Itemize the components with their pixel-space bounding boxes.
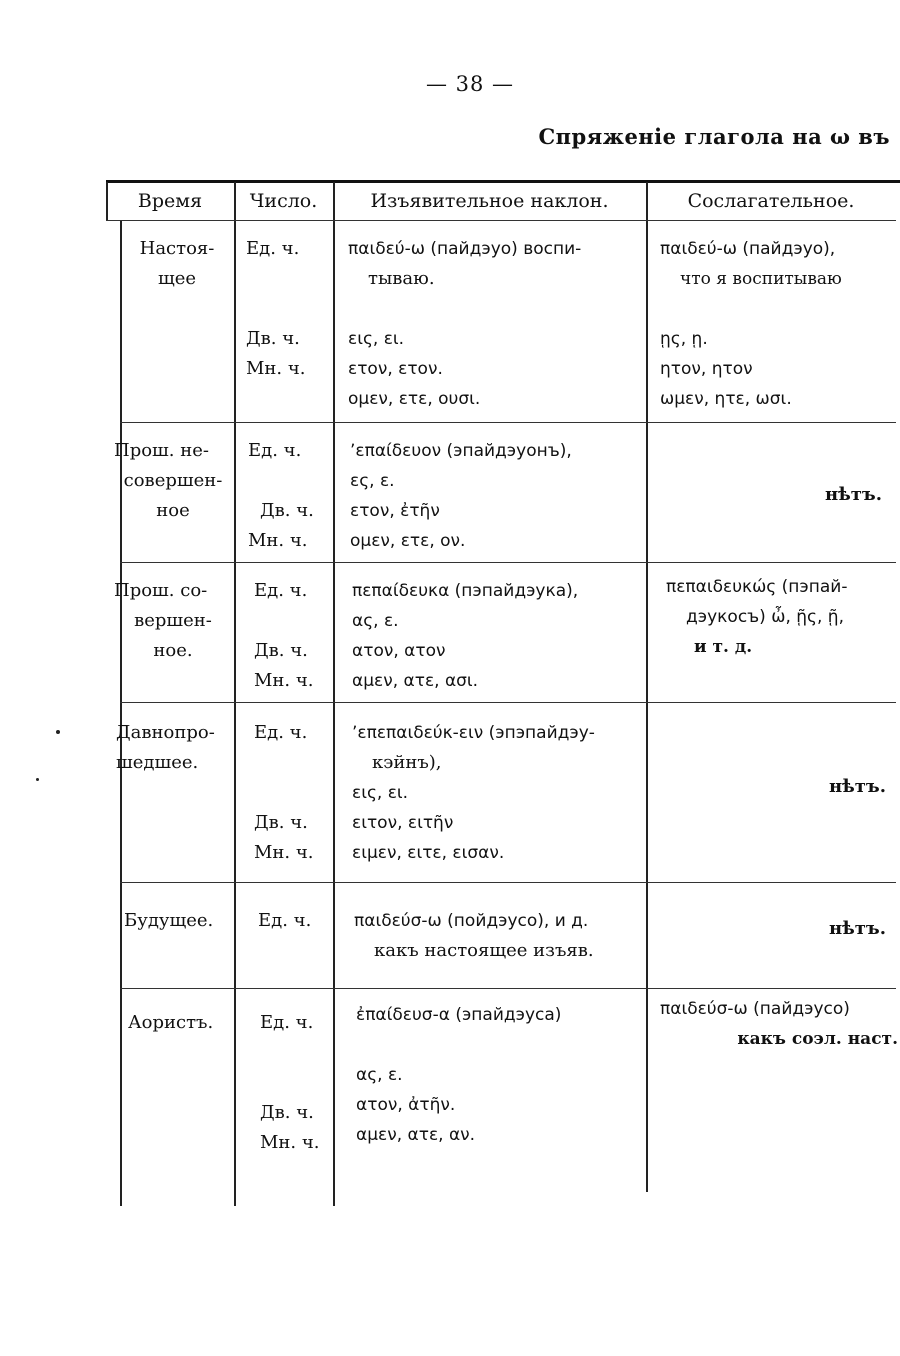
row-aorist-numbers: Ед. ч. Дв. ч. Мн. ч. (260, 1012, 320, 1153)
row-present-indicative: παιδεύ-ω (пайдэуо) воспи- тываю. εις, ει. ετον, ετον. ομεν, ετε, ουσι. (348, 239, 582, 409)
table-top-rule (106, 180, 900, 183)
row-pluperfect-indicative: ʼεπεπαιδεύκ-ειν (эпэпайдэу- кэйнъ), εις, ει. ειτον, ειτῆν ειμεν, ειτε, εισαν. (352, 723, 595, 863)
page-title: Спряженіе глагола на ω въ (538, 124, 890, 149)
header-indicative: Изъявительное наклон. (370, 190, 609, 212)
row-future-tense: Будущее. (124, 910, 214, 931)
row-imperfect-numbers: Ед. ч. Дв. ч. Мн. ч. (248, 440, 314, 551)
header-time: Время (137, 190, 203, 212)
row-present-tense: Настоя- щее (139, 238, 215, 289)
row-perfect-numbers: Ед. ч. Дв. ч. Мн. ч. (254, 580, 314, 691)
row-pluperfect-numbers: Ед. ч. Дв. ч. Мн. ч. (254, 722, 314, 863)
row-rule-1 (120, 422, 896, 423)
row-imperfect-subjunctive: нѣтъ. (824, 484, 882, 505)
row-rule-5 (120, 988, 896, 989)
row-imperfect-tense: Прош. не- совершен- ное (114, 440, 223, 521)
page-number: — 38 — (425, 72, 515, 96)
row-present-numbers: Ед. ч. Дв. ч. Мн. ч. (246, 238, 306, 379)
row-future-indicative: παιδεύσ-ω (пойдэусо), и д. какъ настоящее изъяв. (354, 911, 594, 961)
table-left-border (120, 220, 122, 1206)
row-present-subjunctive: παιδεύ-ω (пайдэуо), что я воспитываю ῃς, ῃ. ητον, ητον ωμεν, ητε, ωσι. (660, 239, 842, 409)
row-rule-2 (120, 562, 896, 563)
header-subjunctive: Сослагательное. (687, 190, 855, 212)
margin-speck (36, 778, 39, 781)
row-pluperfect-tense: Давнопро- шедшее. (116, 722, 215, 773)
row-imperfect-indicative: ʼεπαίδευον (эпайдэуонъ), ες, ε. ετον, ἐτῆν ομεν, ετε, ον. (350, 441, 572, 551)
header-number: Число. (249, 190, 318, 212)
col-divider-1 (234, 182, 236, 1206)
row-pluperfect-subjunctive: нѣтъ. (828, 776, 886, 797)
col-divider-2 (333, 182, 335, 1206)
row-aorist-subjunctive: παιδεύσ-ω (пайдэусо) какъ соэл. наст. (660, 999, 898, 1049)
row-perfect-indicative: πεπαίδευκα (пэпайдэука), ας, ε. ατον, ατον αμεν, ατε, ασι. (352, 581, 579, 691)
row-rule-3 (120, 702, 896, 703)
header-rule (106, 220, 896, 221)
col-divider-3 (646, 182, 648, 1192)
row-future-subjunctive: нѣтъ. (828, 918, 886, 939)
row-aorist-tense: Аористъ. (128, 1012, 214, 1033)
row-future-numbers: Ед. ч. (258, 910, 312, 931)
row-perfect-tense: Прош. со- вершен- ное. (114, 580, 212, 661)
row-aorist-indicative: ἐπαίδευσ-α (эпайдэуса) ας, ε. ατον, ἀτῆν. αμεν, ατε, αν. (356, 1005, 562, 1145)
row-rule-4 (120, 882, 896, 883)
row-perfect-subjunctive: πεπαιδευκώς (пэпай- дэукосъ) ὦ, ῇς, ῇ, и т. д. (666, 577, 848, 657)
margin-speck (56, 730, 60, 734)
